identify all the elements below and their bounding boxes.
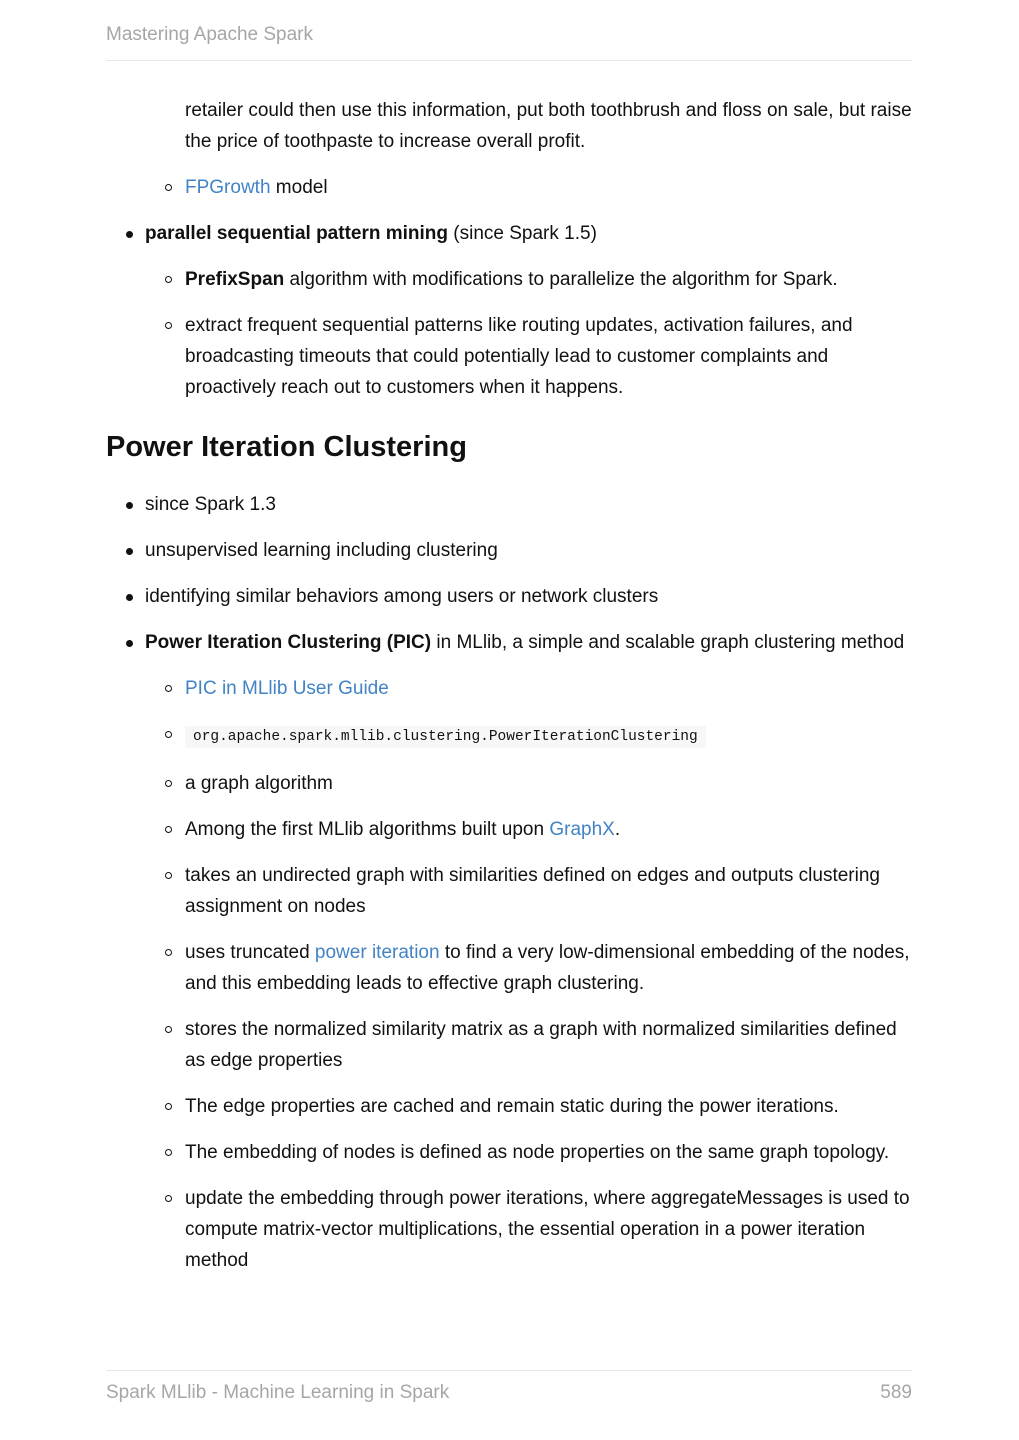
list-item: a graph algorithm — [145, 768, 912, 799]
footer-chapter: Spark MLlib - Machine Learning in Spark — [106, 1382, 450, 1403]
page-content — [106, 95, 912, 1291]
list-item — [145, 172, 912, 203]
list-item: identifying similar behaviors among users or network clusters — [106, 581, 912, 612]
list-item — [145, 264, 912, 295]
page-header: Mastering Apache Spark — [106, 24, 314, 45]
list-item-text: (since Spark 1.5) — [448, 223, 597, 244]
list-item: The edge properties are cached and remain static during the power iterations. — [145, 1091, 912, 1122]
list-item — [145, 673, 912, 704]
list-item: since Spark 1.3 — [106, 489, 912, 520]
list-item-text: . — [614, 819, 621, 840]
pic-list — [106, 489, 912, 1276]
bold-term: parallel sequential pattern mining — [145, 223, 449, 244]
bold-term: PrefixSpan — [185, 269, 285, 290]
list-item-text: algorithm with modifications to parallelize the algorithm for Spark. — [284, 269, 838, 290]
list-item-text: to find a very low-dimensional embedding of the nodes, and this embedding leads to effective graph clustering. — [185, 942, 910, 994]
list-item — [145, 937, 912, 999]
list-item-text: Among the first MLlib algorithms built upon — [185, 819, 550, 840]
list-item — [145, 814, 912, 845]
list-item: unsupervised learning including clustering — [106, 535, 912, 566]
list-item: The embedding of nodes is defined as node properties on the same graph topology. — [145, 1137, 912, 1168]
code-class-name: org.apache.spark.mllib.clustering.PowerIterationClustering — [185, 726, 706, 748]
fpgrowth-list — [106, 172, 912, 203]
list-item: extract frequent sequential patterns like routing updates, activation failures, and broadcasting timeouts that could potentially lead to customer complaints and proactively reach out to customers when it happens. — [145, 310, 912, 403]
fpgrowth-link[interactable]: FPGrowth — [185, 177, 271, 198]
bold-term: Power Iteration Clustering (PIC) — [145, 632, 432, 653]
page-number: 589 — [880, 1382, 912, 1403]
section-heading: Power Iteration Clustering — [106, 431, 467, 463]
list-item: update the embedding through power iterations, where aggregateMessages is used to compute matrix-vector multiplications, the essential operation in a power iteration method — [145, 1183, 912, 1276]
list-item: takes an undirected graph with similarities defined on edges and outputs clustering assignment on nodes — [145, 860, 912, 922]
list-item-text: in MLlib, a simple and scalable graph clustering method — [431, 632, 905, 653]
list-item-text: uses truncated — [185, 942, 315, 963]
continued-paragraph: retailer could then use this information, put both toothbrush and floss on sale, but raise the price of toothpaste to increase overall profit. — [185, 100, 912, 152]
graphx-link[interactable]: GraphX — [549, 819, 615, 840]
sequential-list — [106, 218, 912, 403]
pic-guide-link[interactable]: PIC in MLlib User Guide — [185, 678, 389, 699]
footer-divider — [106, 1370, 912, 1371]
list-item — [106, 218, 912, 403]
list-item-text: model — [270, 177, 328, 198]
list-item — [145, 719, 912, 753]
list-item — [106, 627, 912, 1276]
header-divider — [106, 60, 912, 61]
list-item: stores the normalized similarity matrix as a graph with normalized similarities defined as edge properties — [145, 1014, 912, 1076]
power-iteration-link[interactable]: power iteration — [314, 942, 440, 963]
